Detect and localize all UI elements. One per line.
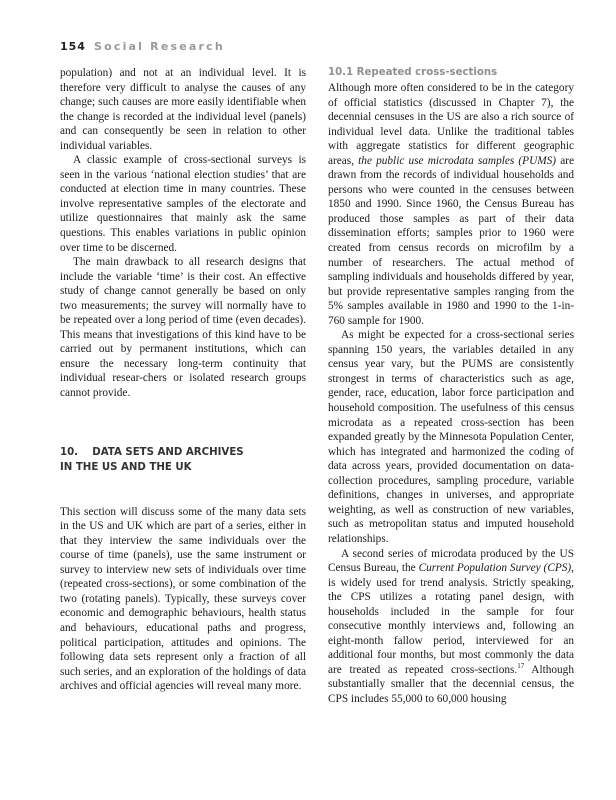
right-p1-text-a: Although more often considered to be in the category of official statistics (discussed in Chapter 7), the decennial censuses in the US are also a rich source of individual level data. Unlike the traditional tables with aggregate statistics for different geographic areas,	[328, 82, 574, 167]
right-p3-emphasis: Current Population Survey (CPS)	[418, 562, 572, 575]
right-p3-text-a: A second series of microdata produced by the US Census Bureau, the	[328, 547, 574, 575]
right-paragraph-1	[328, 81, 574, 328]
page-number: 154	[60, 40, 86, 53]
right-paragraph-2: As might be expected for a cross-sectional series spanning 150 years, the variables detailed in any census year vary, but the PUMS are consistently strongest in terms of characteristics such as age, gender, race, education, labor force participation and household composition. The usefulness of this census microdata as a repeated cross-section has been expanded greatly by the Minnesota Population Center, which has integrated and harmonized the coding of data across years, provided documentation on data-collection procedures, sampling procedure, variable definitions, changes in universes, and appropriate weighting, as well as construction of new variables, such as metropolitan status and imputed household relationships.	[328, 329, 574, 545]
left-paragraph-2: A classic example of cross-sectional surveys is seen in the various ‘national election studies’ that are conducted at election time in many countries. These involve representative samples of the electorate and utilize questionnaires that mainly ask the same questions. This enables variations in public opinion over time to be discerned.	[60, 154, 306, 254]
left-paragraph-3: The main drawback to all research designs that include the variable ‘time’ is their cost. An effective study of change cannot generally be based on only two measurements; the survey will normally have to be repeated over a long period of time (even decades). This means that investigations of this kind have to be carried out by permanent institutions, which can ensure the necessary long-term continuity that individual resear-chers or isolated research groups cannot provide.	[60, 256, 306, 400]
left-column	[60, 66, 306, 694]
left-paragraph-1: population) and not at an individual level. It is therefore very difficult to analyse the causes of any change; such causes are more easily identifiable when the change is recorded at the individual level (panels) and can consequently be seen in relation to other individual variables.	[60, 67, 306, 152]
right-p3-text-b: , is widely used for trend analysis. Strictly speaking, the CPS utilizes a rotating panel design, with households included in the sample for four consecutive monthly interviews and, following an eight-month fallow period, interviewed for an additional four months, but most commonly the data are treated as repeated cross-sections.	[328, 562, 574, 676]
right-p1-emphasis: the public use microdata samples (PUMS)	[358, 154, 557, 167]
running-title: Social Research	[93, 40, 225, 53]
right-p3-text-c: Although substantially smaller that the decennial census, the CPS includes 55,000 to 60,000 housing	[328, 663, 574, 705]
right-paragraph-3	[328, 547, 574, 707]
section-heading	[60, 445, 306, 475]
section-heading-line-2: IN THE US AND THE UK	[60, 461, 192, 473]
running-head	[60, 40, 225, 53]
subsection-heading: 10.1 Repeated cross-sections	[328, 67, 498, 78]
left-paragraph-4: This section will discuss some of the many data sets in the US and UK which are part of a series, either in that they interview the same individuals over the course of time (panels), use the same instrument or survey to interview new sets of individuals over time (repeated cross-sections), or some combination of the two (rotating panels). Typically, these surveys cover economic and demographic behaviours, health status and behaviours, educational paths and progress, political participation, attitudes and opinions. The following data sets represent only a fraction of all such series, and an exploration of the holdings of data archives and official agencies will reveal many more.	[60, 505, 306, 693]
section-heading-line-1: 10. DATA SETS AND ARCHIVES	[60, 446, 244, 458]
footnote-marker[interactable]: 17	[517, 662, 525, 671]
right-p1-text-b: are drawn from the records of individual households and persons who were counted in the censuses between 1850 and 1990. Since 1960, the Census Bureau has produced those samples as part of their data dissemination efforts; samples prior to 1960 were created from census records on microfilm by a number of researchers. The actual method of sampling individuals and households differed by year, but provide representative samples ranging from the 5% samples available in 1980 and 1990 to the 1-in-760 sample for 1900.	[328, 154, 574, 327]
right-column	[328, 66, 574, 707]
